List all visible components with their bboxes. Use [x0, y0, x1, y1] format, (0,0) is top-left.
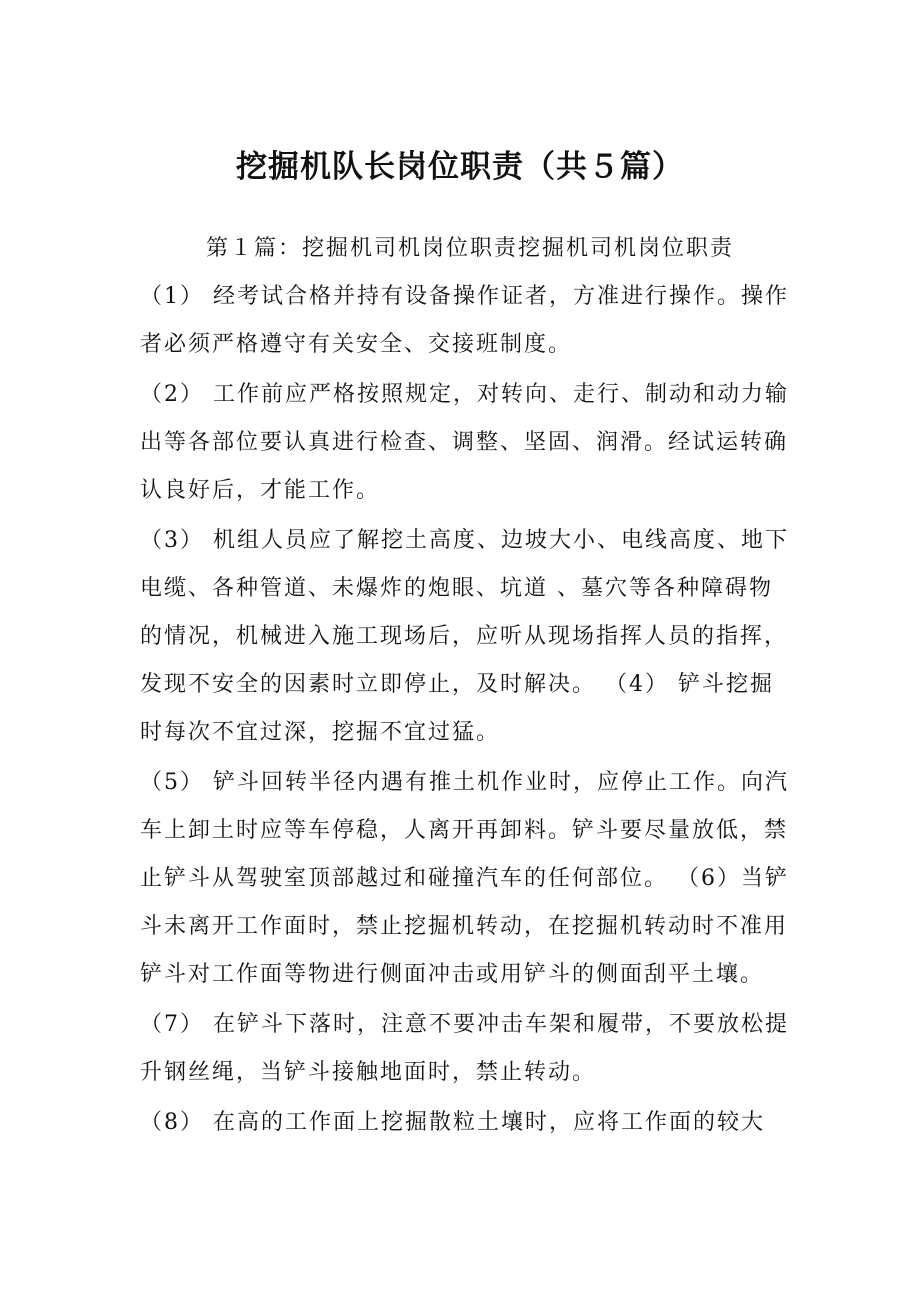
paragraph-2: （2） 工作前应严格按照规定，对转向、走行、制动和动力输出等各部位要认真进行检查、调整、坚固、润滑。经试运转确认良好后，才能工作。 [140, 382, 789, 503]
document-body [140, 225, 790, 1147]
paragraph-7: （7） 在铲斗下落时，注意不要冲击车架和履带，不要放松提升钢丝绳，当铲斗接触地面时，禁止转动。 [140, 1012, 789, 1085]
chapter-heading: 第１篇：挖掘机司机岗位职责挖掘机司机岗位职责 [206, 236, 735, 261]
paragraph-8: （8） 在高的工作面上挖掘散粒土壤时，应将工作面的较大 [140, 1110, 765, 1135]
paragraph-5: （5） 铲斗回转半径内遇有推土机作业时，应停止工作。向汽车上卸土时应等车停稳，人离开再卸料。铲斗要尽量放低，禁止铲斗从驾驶室顶部越过和碰撞汽车的任何部位。 （6）当铲斗未离开工作面时，禁止挖掘机转动，在挖掘机转动时不准用铲斗对工作面等物进行侧面冲击或用铲斗的侧面刮平土壤。 [140, 770, 789, 987]
paragraph-3: （3） 机组人员应了解挖土高度、边坡大小、电线高度、地下电缆、各种管道、未爆炸的炮眼、坑道 、墓穴等各种障碍物的情况，机械进入施工现场后，应听从现场指挥人员的指挥，发现不安全的因素时立即停止，及时解决。 （4） 铲斗挖掘时每次不宜过深，挖掘不宜过猛。 [140, 528, 789, 745]
paragraph-1: （1） 经考试合格并持有设备操作证者，方准进行操作。操作者必须严格遵守有关安全、交接班制度。 [140, 284, 789, 357]
document-title: 挖掘机队长岗位职责（共５篇） [236, 149, 684, 185]
